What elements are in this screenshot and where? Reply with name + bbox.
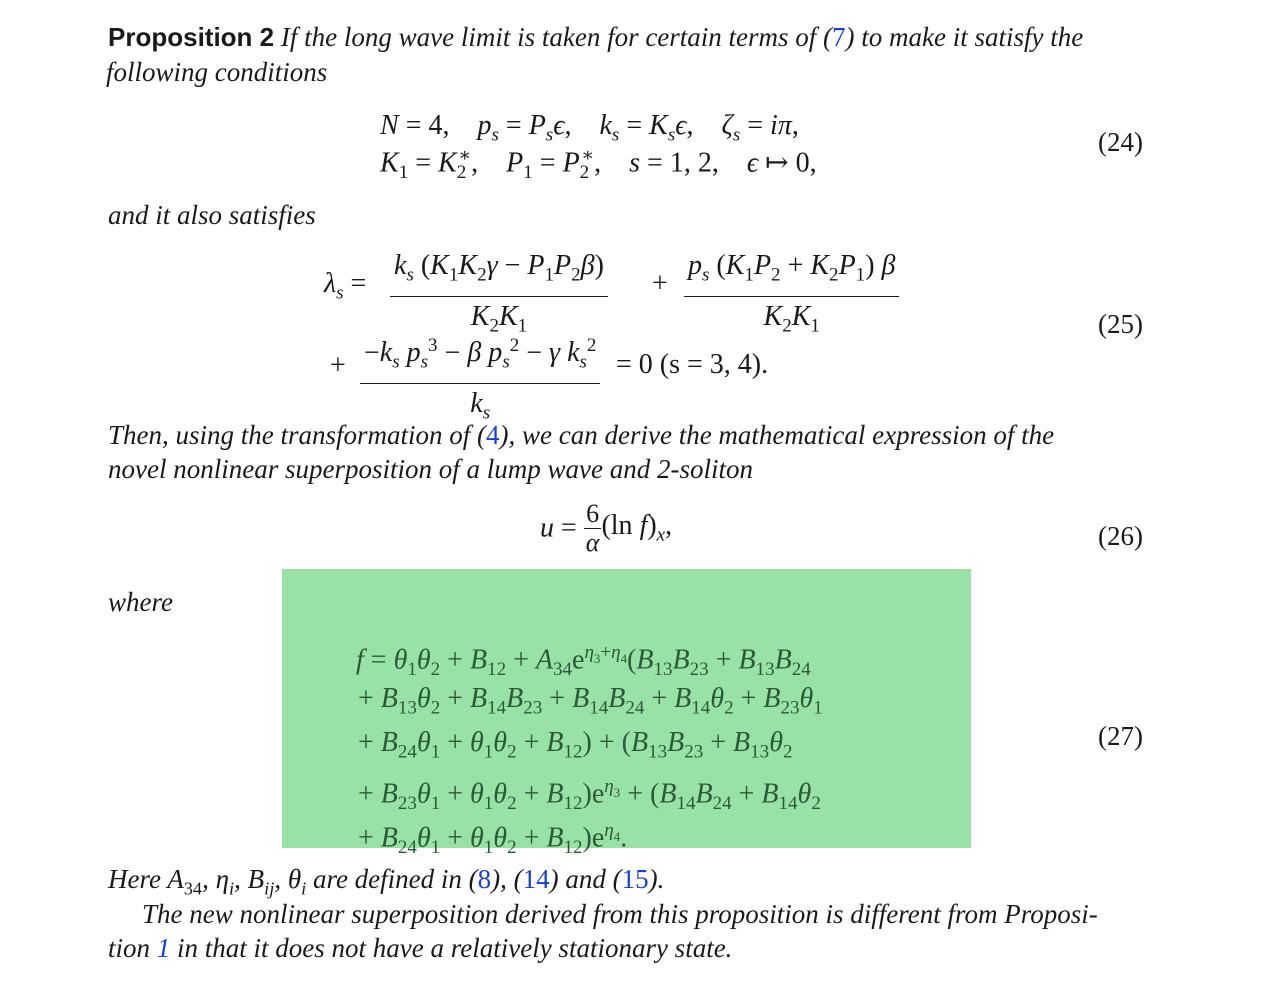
closing-line-2 xyxy=(108,931,732,965)
equation-24-line-1: N = 4, $p_s = P_s\epsilon$, $k_s = K_s\epsilon$, $\zeta_s = i\pi$, xyxy=(380,110,799,146)
here-text-a: are defined in ( xyxy=(312,864,478,894)
equation-number-25: (25) xyxy=(1098,309,1143,339)
equation-25-tail: = 0 (s = 3, 4). xyxy=(616,349,769,380)
equation-27-line-5: + $B_{24}\theta_1 + \theta_1\theta_2 + B_{12})e^{\eta_4}$. xyxy=(358,820,628,858)
ref-link-15[interactable]: 15 xyxy=(621,864,649,894)
here-sep-2: ) and ( xyxy=(549,864,622,894)
equation-25-plus-1: + xyxy=(652,268,668,299)
where-text: where xyxy=(108,587,173,617)
equation-27-line-4: + $B_{23}\theta_1 + \theta_1\theta_2 + B_{12})e^{\eta_3} + (B_{14}B_{24} + B_{14}\theta_2$ xyxy=(358,776,821,814)
proposition-text-a: If the long wave limit is taken for certain terms of ( xyxy=(280,22,833,52)
equation-26: u = $\frac{6}{\alpha}$ (ln $f)_x$, xyxy=(540,499,673,557)
ref-link-1[interactable]: 1 xyxy=(156,933,171,963)
proposition-line-1 xyxy=(108,20,1083,54)
then-text-b: ), we can derive the mathematical expression of the xyxy=(499,420,1055,450)
ref-link-8[interactable]: 8 xyxy=(477,864,492,894)
equation-number-27: (27) xyxy=(1098,721,1143,751)
equation-25-fraction-2: $\frac{p_s (K_1P_2 + K_2P_1) \beta}{K_2K_1}$ xyxy=(684,246,899,346)
equation-25-fraction-3: $\frac{-k_s p_s^3 - \beta p_s^2 - \gamma k_s^2}{k_s}$ xyxy=(360,326,600,434)
closing-text-c: in that it does not have a relatively stationary state. xyxy=(170,933,733,963)
ref-link-14[interactable]: 14 xyxy=(522,864,550,894)
equation-27-line-2: + $B_{13}\theta_2 + B_{14}B_{23} + B_{14}B_{24} + B_{14}\theta_2 + B_{23}\theta_1$ xyxy=(358,683,823,719)
proposition-label: Proposition 2 xyxy=(108,22,275,52)
here-symbols: $A_{34}$, $\eta_i$, $B_{ij}$, $\theta_i$ xyxy=(167,864,307,899)
equation-25-fraction-1: $\frac{k_s (K_1K_2\gamma - P_1P_2\beta)}{K_2K_1}$ xyxy=(390,246,608,346)
here-line: Here $A_{34}$, $\eta_i$, $B_{ij}$, $\theta_i$ are defined in (8), (14) and (15). xyxy=(108,864,665,899)
equation-number-26: (26) xyxy=(1098,521,1143,551)
here-sep-1: ), ( xyxy=(491,864,523,894)
equation-24-line-2: $K_1 = K_2^∗$, $P_1 = P_2^∗$, s = 1, 2, ϵ ↦ 0, xyxy=(380,145,817,183)
closing-text-b: tion xyxy=(108,933,157,963)
then-line-1 xyxy=(108,418,1054,452)
then-line-2: novel nonlinear superposition of a lump wave and 2-soliton xyxy=(108,454,753,484)
equation-27-line-1: $f = \theta_1\theta_2 + B_{12} + A_{34}e^{\eta_3+\eta_4}(B_{13}B_{23} + B_{13}B_{24}$ xyxy=(356,642,811,680)
then-text-a: Then, using the transformation of ( xyxy=(108,420,487,450)
proposition-text-b: ) to make it satisfy the xyxy=(845,22,1084,52)
proposition-line-2: following conditions xyxy=(106,57,328,87)
equation-25-plus-2: + xyxy=(330,350,346,381)
ref-link-4[interactable]: 4 xyxy=(486,420,500,450)
also-satisfies-text: and it also satisfies xyxy=(108,200,316,230)
here-sep-3: ). xyxy=(648,864,665,894)
equation-26-numerator: 6 xyxy=(584,500,602,529)
ref-link-7[interactable]: 7 xyxy=(832,22,846,52)
closing-line-1: The new nonlinear superposition derived from this proposition is different from Proposi- xyxy=(142,899,1098,929)
equation-number-24: (24) xyxy=(1098,127,1143,157)
equation-25-lhs: $\lambda_s$ = xyxy=(324,268,367,304)
equation-27-line-3: + $B_{24}\theta_1 + \theta_1\theta_2 + B_{12}) + (B_{13}B_{23} + B_{13}\theta_2$ xyxy=(358,727,793,763)
